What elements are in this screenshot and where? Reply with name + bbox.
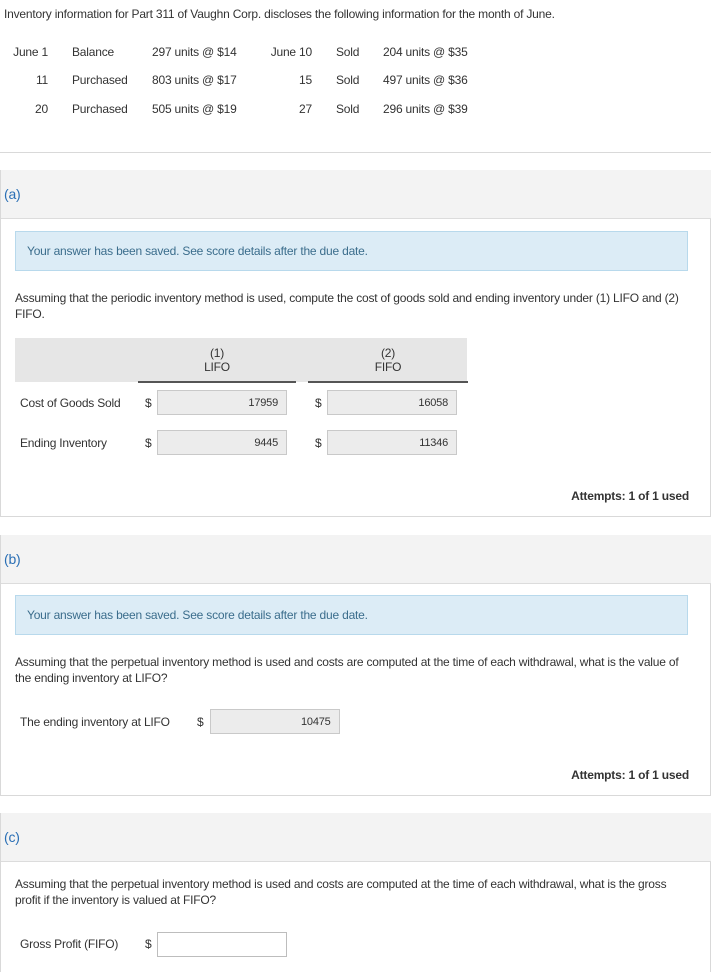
transaction-detail: 297 units @ $14 xyxy=(152,45,237,59)
row-label: Gross Profit (FIFO) xyxy=(20,937,119,951)
part-a-header xyxy=(1,170,711,219)
transaction-type: Sold xyxy=(336,45,360,59)
row-label: The ending inventory at LIFO xyxy=(20,715,170,729)
transaction-detail: 505 units @ $19 xyxy=(152,102,237,116)
currency-symbol: $ xyxy=(197,715,204,729)
gross-profit-fifo-input[interactable] xyxy=(157,932,287,957)
column-number: (2) xyxy=(380,346,396,360)
transaction-type: Sold xyxy=(336,102,360,116)
column-number: (1) xyxy=(209,346,225,360)
column-underline xyxy=(138,381,296,383)
saved-notice: Your answer has been saved. See score details after the due date. xyxy=(15,231,688,271)
transaction-type: Purchased xyxy=(72,102,128,116)
attempts-counter: Attempts: 1 of 1 used xyxy=(571,489,689,503)
part-c-label: (c) xyxy=(4,829,20,845)
currency-symbol: $ xyxy=(145,396,152,410)
transaction-day: 15 xyxy=(299,73,312,87)
transaction-type: Balance xyxy=(72,45,114,59)
transaction-detail: 296 units @ $39 xyxy=(383,102,468,116)
currency-symbol: $ xyxy=(315,436,322,450)
row-label: Cost of Goods Sold xyxy=(20,396,121,410)
question-text: Assuming that the perpetual inventory method is used and costs are computed at the time of each withdrawal, what is the gross profit if the inventory is valued at FIFO? xyxy=(15,877,667,907)
transaction-type: Purchased xyxy=(72,73,128,87)
column-name: FIFO xyxy=(374,360,402,374)
transaction-day: 27 xyxy=(299,102,312,116)
transaction-type: Sold xyxy=(336,73,360,87)
row-label: Ending Inventory xyxy=(20,436,107,450)
part-a-label: (a) xyxy=(4,186,21,202)
transaction-detail: 204 units @ $35 xyxy=(383,45,468,59)
problem-intro: Inventory information for Part 311 of Vaughn Corp. discloses the following information for the month of June. xyxy=(4,7,555,21)
column-header-lifo xyxy=(138,346,296,374)
currency-symbol: $ xyxy=(315,396,322,410)
ending-inventory-lifo-input[interactable]: 9445 xyxy=(157,430,287,455)
cogs-lifo-input[interactable]: 17959 xyxy=(157,390,287,415)
part-b-label: (b) xyxy=(4,551,21,567)
column-name: LIFO xyxy=(204,360,230,374)
transaction-day: June 1 xyxy=(13,45,48,59)
transaction-detail: 497 units @ $36 xyxy=(383,73,468,87)
transaction-day: 11 xyxy=(35,73,48,87)
column-underline xyxy=(308,381,468,383)
column-header-fifo xyxy=(308,346,468,374)
question-text: Assuming that the periodic inventory method is used, compute the cost of goods sold and ending inventory under (1) LIFO and (2) FIFO. xyxy=(15,291,679,321)
attempts-counter: Attempts: 1 of 1 used xyxy=(571,768,689,782)
saved-notice: Your answer has been saved. See score details after the due date. xyxy=(15,595,688,635)
question-text: Assuming that the perpetual inventory method is used and costs are computed at the time of each withdrawal, what is the value of the ending inventory at LIFO? xyxy=(15,655,679,685)
ending-inventory-lifo-perpetual-input[interactable]: 10475 xyxy=(210,709,340,734)
cogs-fifo-input[interactable]: 16058 xyxy=(327,390,457,415)
transaction-detail: 803 units @ $17 xyxy=(152,73,237,87)
transaction-day: June 10 xyxy=(270,45,312,59)
transaction-day: 20 xyxy=(35,102,48,116)
ending-inventory-fifo-input[interactable]: 11346 xyxy=(327,430,457,455)
divider xyxy=(0,152,711,153)
part-c-header xyxy=(1,813,711,862)
part-b-header xyxy=(1,535,711,584)
currency-symbol: $ xyxy=(145,937,152,951)
currency-symbol: $ xyxy=(145,436,152,450)
